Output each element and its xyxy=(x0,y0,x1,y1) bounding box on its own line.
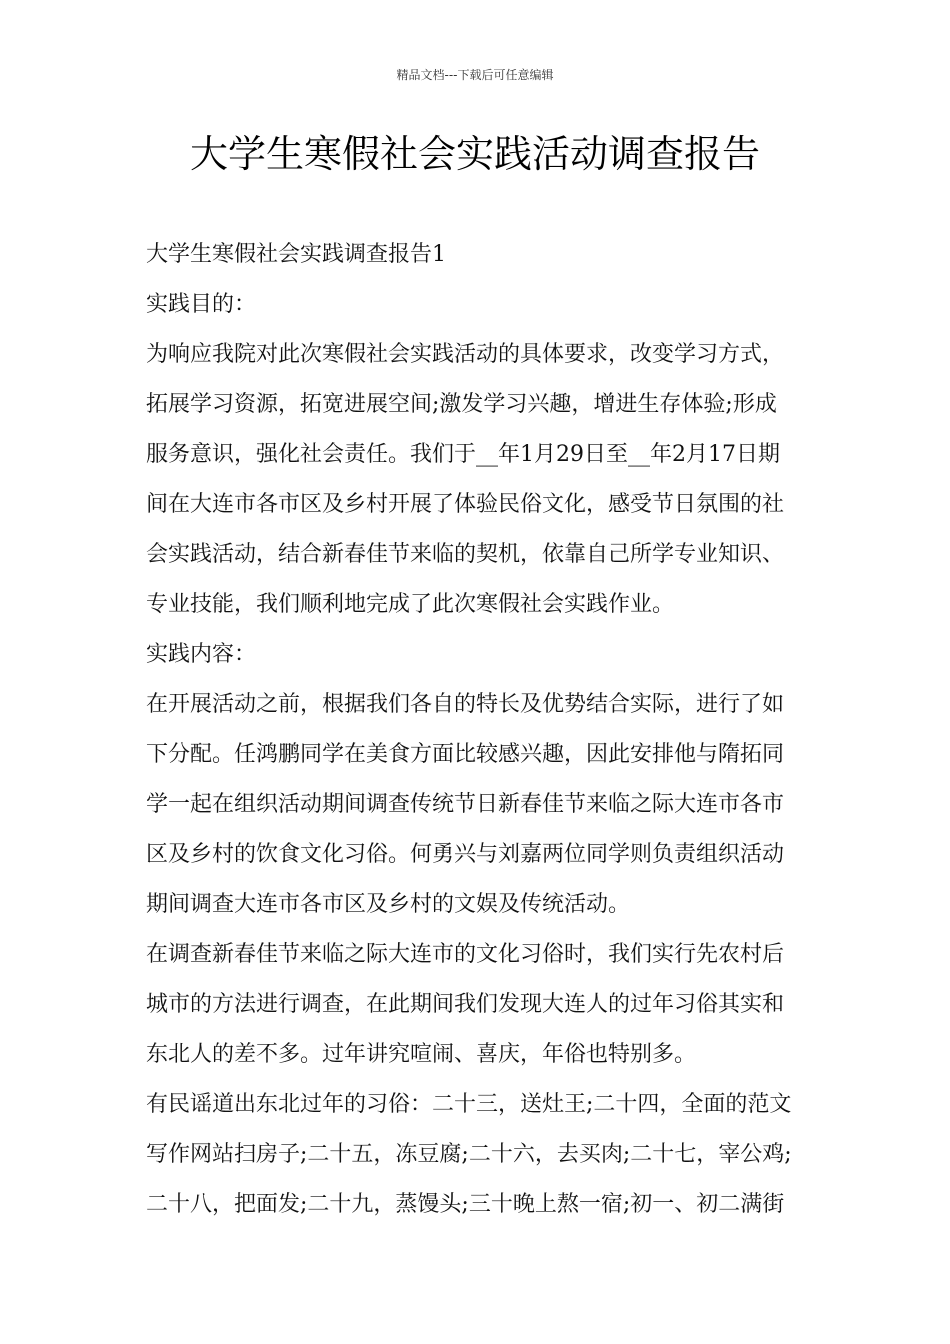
header-note: 精品文档---下载后可任意编辑 xyxy=(396,68,554,82)
body-line: 下分配。任鸿鹏同学在美食方面比较感兴趣，因此安排他与隋拓同 xyxy=(146,742,785,767)
body-line: 在调查新春佳节来临之际大连市的文化习俗时，我们实行先农村后 xyxy=(146,942,785,967)
body-line: 在开展活动之前，根据我们各自的特长及优势结合实际，进行了如 xyxy=(146,692,785,717)
body-line: 期间调查大连市各市区及乡村的文娱及传统活动。 xyxy=(146,892,631,917)
body-line: 城市的方法进行调查，在此期间我们发现大连人的过年习俗其实和 xyxy=(146,992,785,1017)
body-line: 学一起在组织活动期间调查传统节日新春佳节来临之际大连市各市 xyxy=(146,792,785,817)
body-line: 间在大连市各市区及乡村开展了体验民俗文化，感受节日氛围的社 xyxy=(146,492,785,517)
body-line: 写作网站扫房子;二十五，冻豆腐;二十六，去买肉;二十七，宰公鸡; xyxy=(146,1142,792,1167)
body-line: 二十八，把面发;二十九，蒸馒头;三十晚上熬一宿;初一、初二满街 xyxy=(146,1192,785,1217)
body-line: 专业技能，我们顺利地完成了此次寒假社会实践作业。 xyxy=(146,592,675,617)
body-line: 服务意识，强化社会责任。我们于__年1月29日至__年2月17日期 xyxy=(146,442,780,467)
body-line: 实践目的： xyxy=(146,292,257,317)
body-line: 区及乡村的饮食文化习俗。何勇兴与刘嘉两位同学则负责组织活动 xyxy=(146,842,785,867)
body-line: 拓展学习资源，拓宽进展空间;激发学习兴趣，增进生存体验;形成 xyxy=(146,392,777,417)
document-body xyxy=(146,230,826,1230)
body-line: 实践内容： xyxy=(146,642,257,667)
body-line: 为响应我院对此次寒假社会实践活动的具体要求，改变学习方式， xyxy=(146,342,785,367)
body-line: 会实践活动，结合新春佳节来临的契机，依靠自己所学专业知识、 xyxy=(146,542,785,567)
body-line: 大学生寒假社会实践调查报告1 xyxy=(146,242,446,267)
body-line: 东北人的差不多。过年讲究喧闹、喜庆，年俗也特别多。 xyxy=(146,1042,697,1067)
document-title: 大学生寒假社会实践活动调查报告 xyxy=(189,132,760,176)
body-line: 有民谣道出东北过年的习俗：二十三，送灶王;二十四，全面的范文 xyxy=(146,1092,792,1117)
